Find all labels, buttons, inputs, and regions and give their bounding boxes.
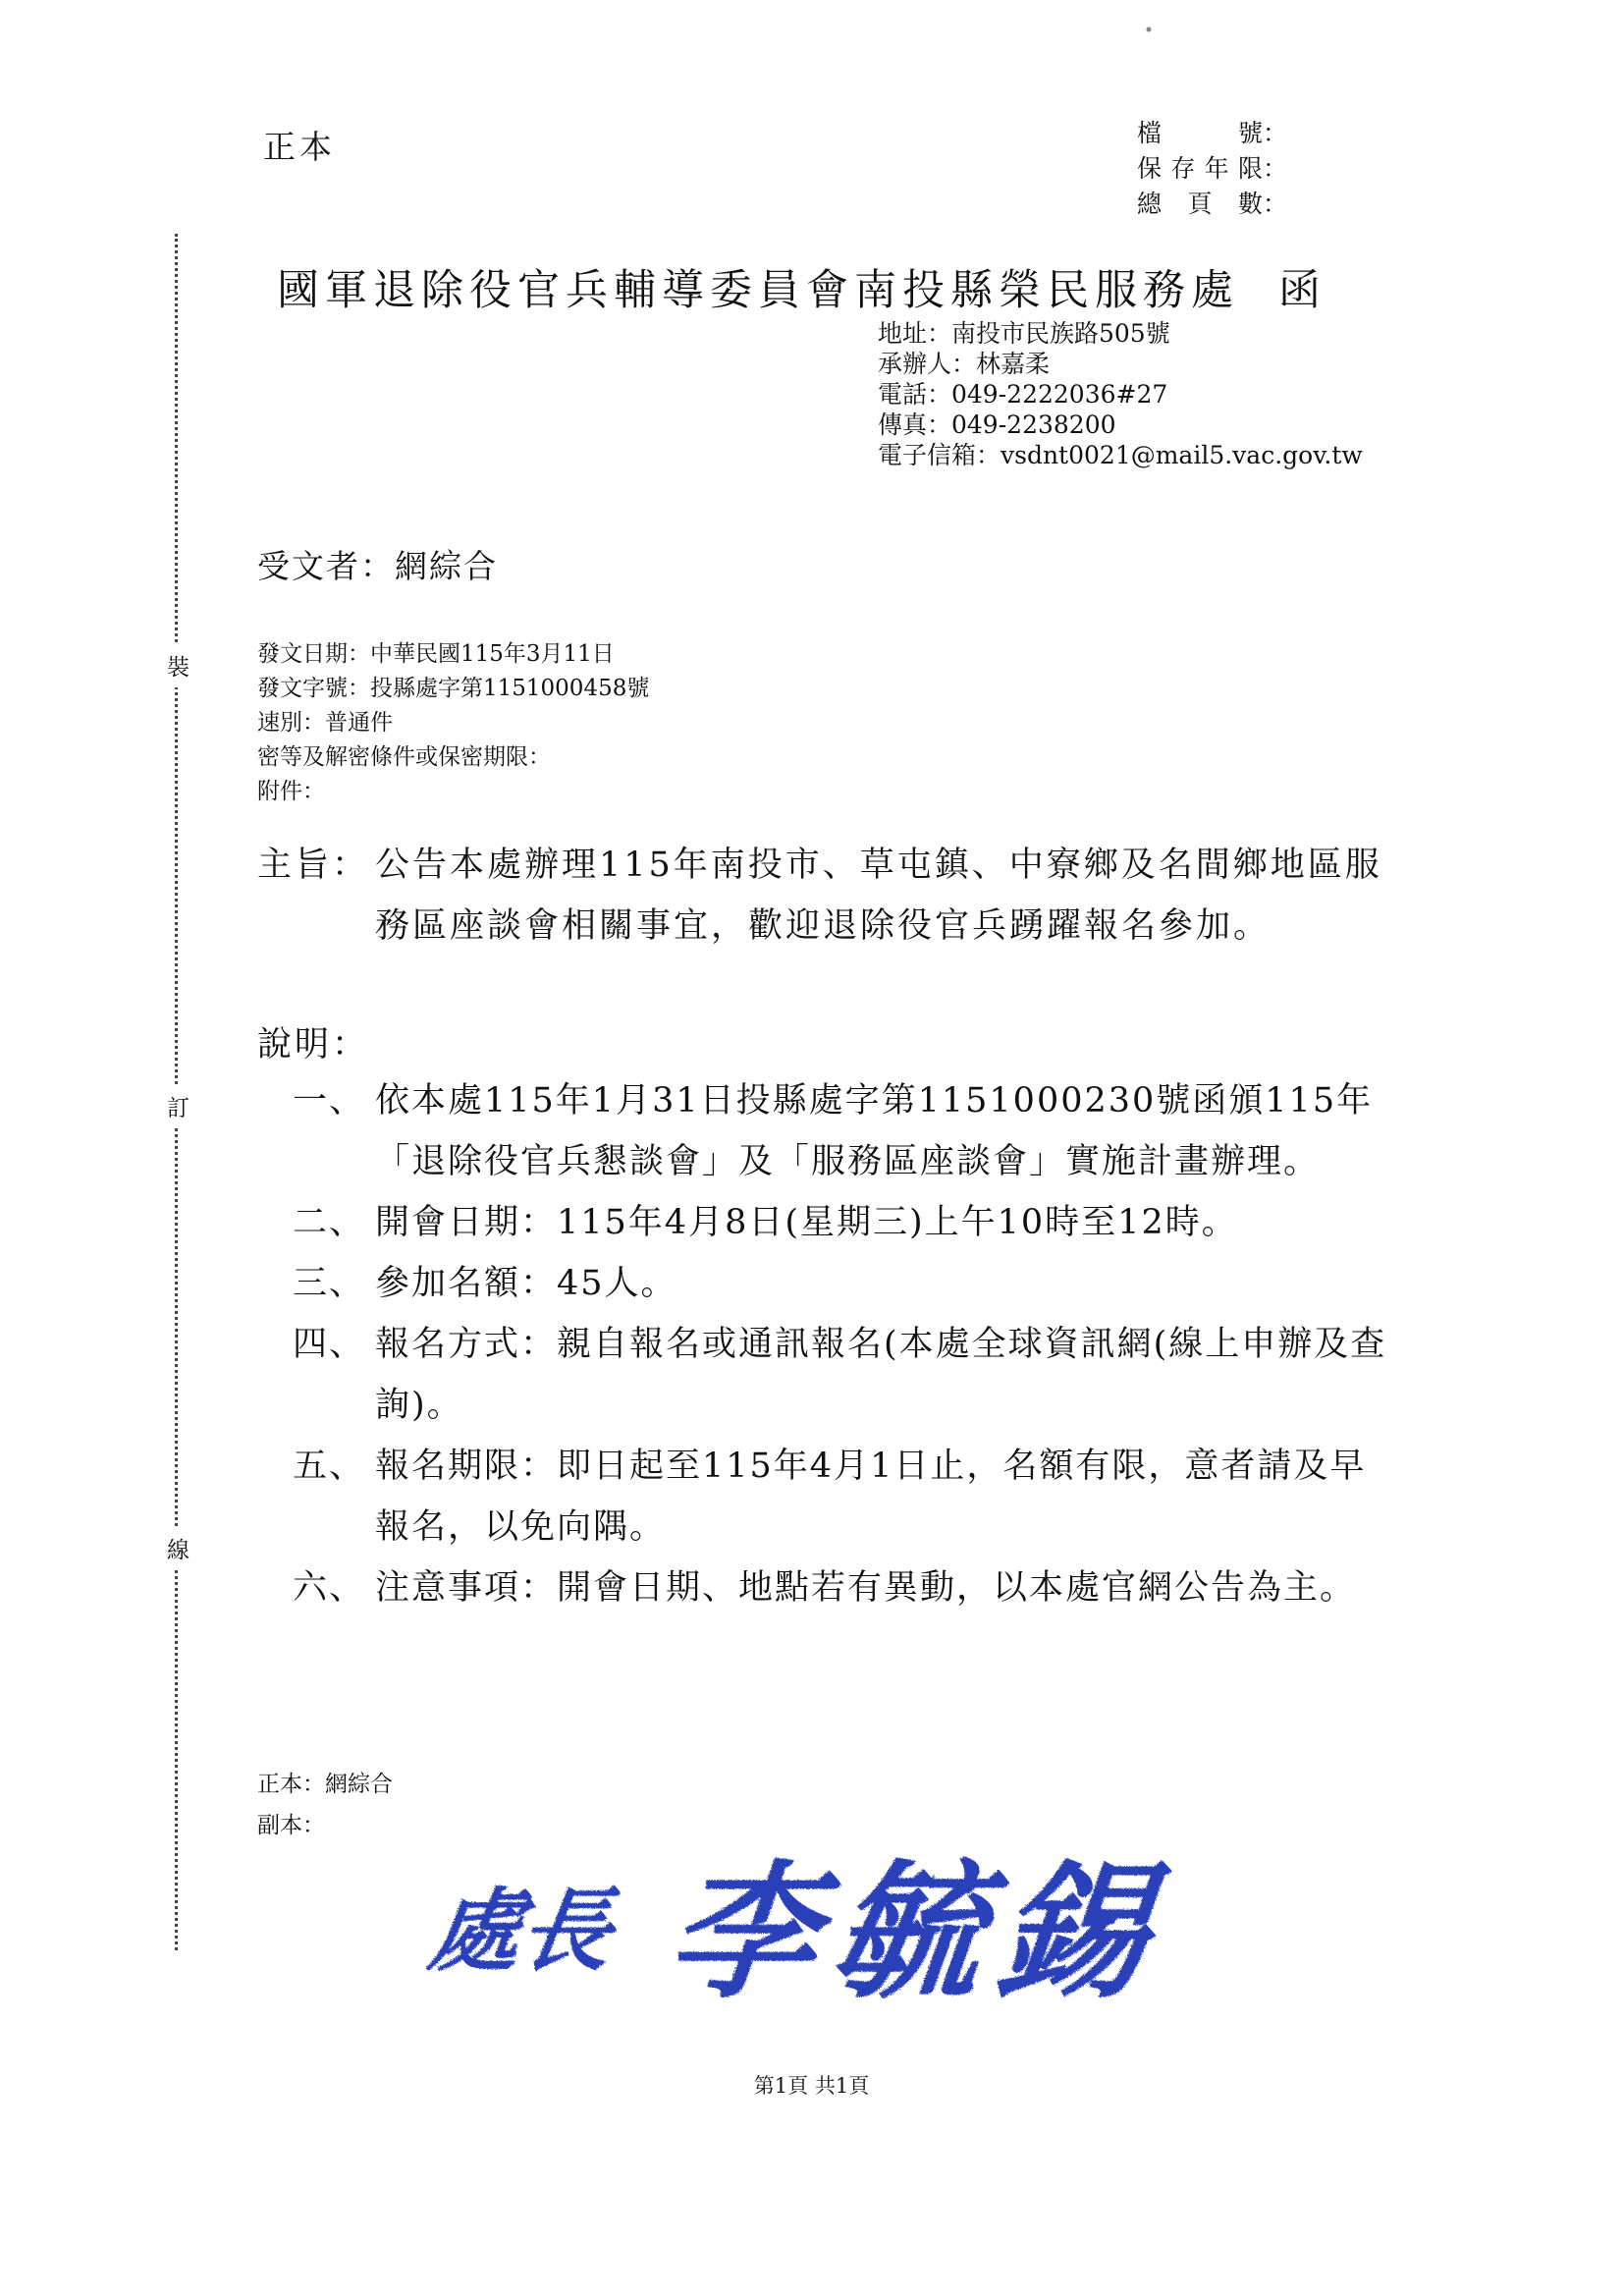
recipient: 受文者：網綜合 bbox=[257, 547, 498, 585]
item-number: 三、 bbox=[293, 1264, 366, 1303]
signature-title: 處長 bbox=[422, 1877, 620, 1984]
retention-period-row: 保存年限 ： bbox=[1137, 151, 1287, 187]
subject-label: 主旨： bbox=[257, 846, 370, 885]
item-text: 報名方式：親自報名或通訊報名(本處全球資訊網(線上申辦及查詢)。 bbox=[375, 1325, 1387, 1425]
binding-char-ding: 訂 bbox=[167, 1084, 189, 1128]
page-number: 第1頁 共1頁 bbox=[753, 2074, 870, 2098]
subject-section bbox=[257, 835, 1391, 957]
document-kind: 函 bbox=[1278, 266, 1326, 315]
description-label: 說明： bbox=[257, 1025, 370, 1065]
signature-name: 李毓錫 bbox=[660, 1846, 1173, 2019]
item-text: 注意事項：開會日期、地點若有異動，以本處官網公告為主。 bbox=[375, 1568, 1357, 1608]
delivery-speed: 速別：普通件 bbox=[257, 710, 393, 736]
contact-email: 電子信箱：vsdnt0021@mail5.vac.gov.tw bbox=[878, 441, 1363, 469]
description-list bbox=[293, 1070, 1392, 1618]
contact-block bbox=[878, 318, 1363, 470]
contact-handler: 承辦人：林嘉柔 bbox=[878, 350, 1051, 378]
original-recipients: 正本：網綜合 bbox=[257, 1772, 393, 1797]
description-item bbox=[293, 1558, 1392, 1618]
item-text: 參加名額：45人。 bbox=[375, 1264, 677, 1303]
item-number: 四、 bbox=[293, 1325, 366, 1364]
description-item bbox=[293, 1314, 1392, 1436]
description-item bbox=[293, 1253, 1392, 1314]
item-text: 報名期限：即日起至115年4月1日止，名額有限，意者請及早報名，以免向隅。 bbox=[375, 1447, 1367, 1547]
item-number: 六、 bbox=[293, 1568, 366, 1608]
issuance-meta bbox=[257, 637, 649, 809]
item-number: 一、 bbox=[293, 1081, 366, 1121]
reference-number: 發文字號：投縣處字第1151000458號 bbox=[257, 676, 650, 701]
item-text: 依本處115年1月31日投縣處字第1151000230號函頒115年「退除役官兵懇談會」及「服務區座談會」實施計畫辦理。 bbox=[375, 1081, 1374, 1181]
file-number-label: 檔 號 bbox=[1137, 119, 1263, 147]
issuing-agency: 國軍退除役官兵輔導委員會南投縣榮民服務處 bbox=[277, 266, 1239, 315]
file-number-row: 檔 號 ： bbox=[1137, 116, 1287, 151]
description-item bbox=[293, 1192, 1392, 1253]
item-number: 二、 bbox=[293, 1203, 366, 1242]
contact-address: 地址：南投市民族路505號 bbox=[878, 319, 1170, 348]
retention-period-label: 保存年限 bbox=[1137, 154, 1263, 183]
binding-char-xian: 線 bbox=[167, 1526, 189, 1570]
copy-type-label: 正本 bbox=[263, 128, 336, 166]
secrecy-level: 密等及解密條件或保密期限： bbox=[257, 744, 551, 770]
item-text: 開會日期：115年4月8日(星期三)上午10時至12時。 bbox=[375, 1203, 1238, 1242]
contact-phone: 電話：049-2222036#27 bbox=[878, 380, 1168, 409]
total-pages-row: 總 頁 數 ： bbox=[1137, 187, 1287, 222]
description-item bbox=[293, 1436, 1392, 1558]
item-number: 五、 bbox=[293, 1447, 366, 1486]
description-item bbox=[293, 1070, 1392, 1192]
issue-date: 發文日期：中華民國115年3月11日 bbox=[257, 641, 615, 667]
director-signature-stamp bbox=[422, 1836, 1229, 2023]
distribution-block bbox=[257, 1764, 393, 1846]
copy-recipients: 副本： bbox=[257, 1813, 325, 1838]
contact-fax: 傳真：049-2238200 bbox=[878, 410, 1116, 439]
document-title bbox=[277, 257, 1326, 317]
total-pages-label: 總 頁 數 bbox=[1137, 190, 1263, 218]
file-info-block bbox=[1137, 116, 1287, 222]
binding-char-zhuang: 裝 bbox=[167, 643, 189, 687]
subject-text: 公告本處辦理115年南投市、草屯鎮、中寮鄉及名間鄉地區服務區座談會相關事宜，歡迎退除役官兵踴躍報名參加。 bbox=[375, 846, 1382, 946]
attachments: 附件： bbox=[257, 779, 325, 804]
